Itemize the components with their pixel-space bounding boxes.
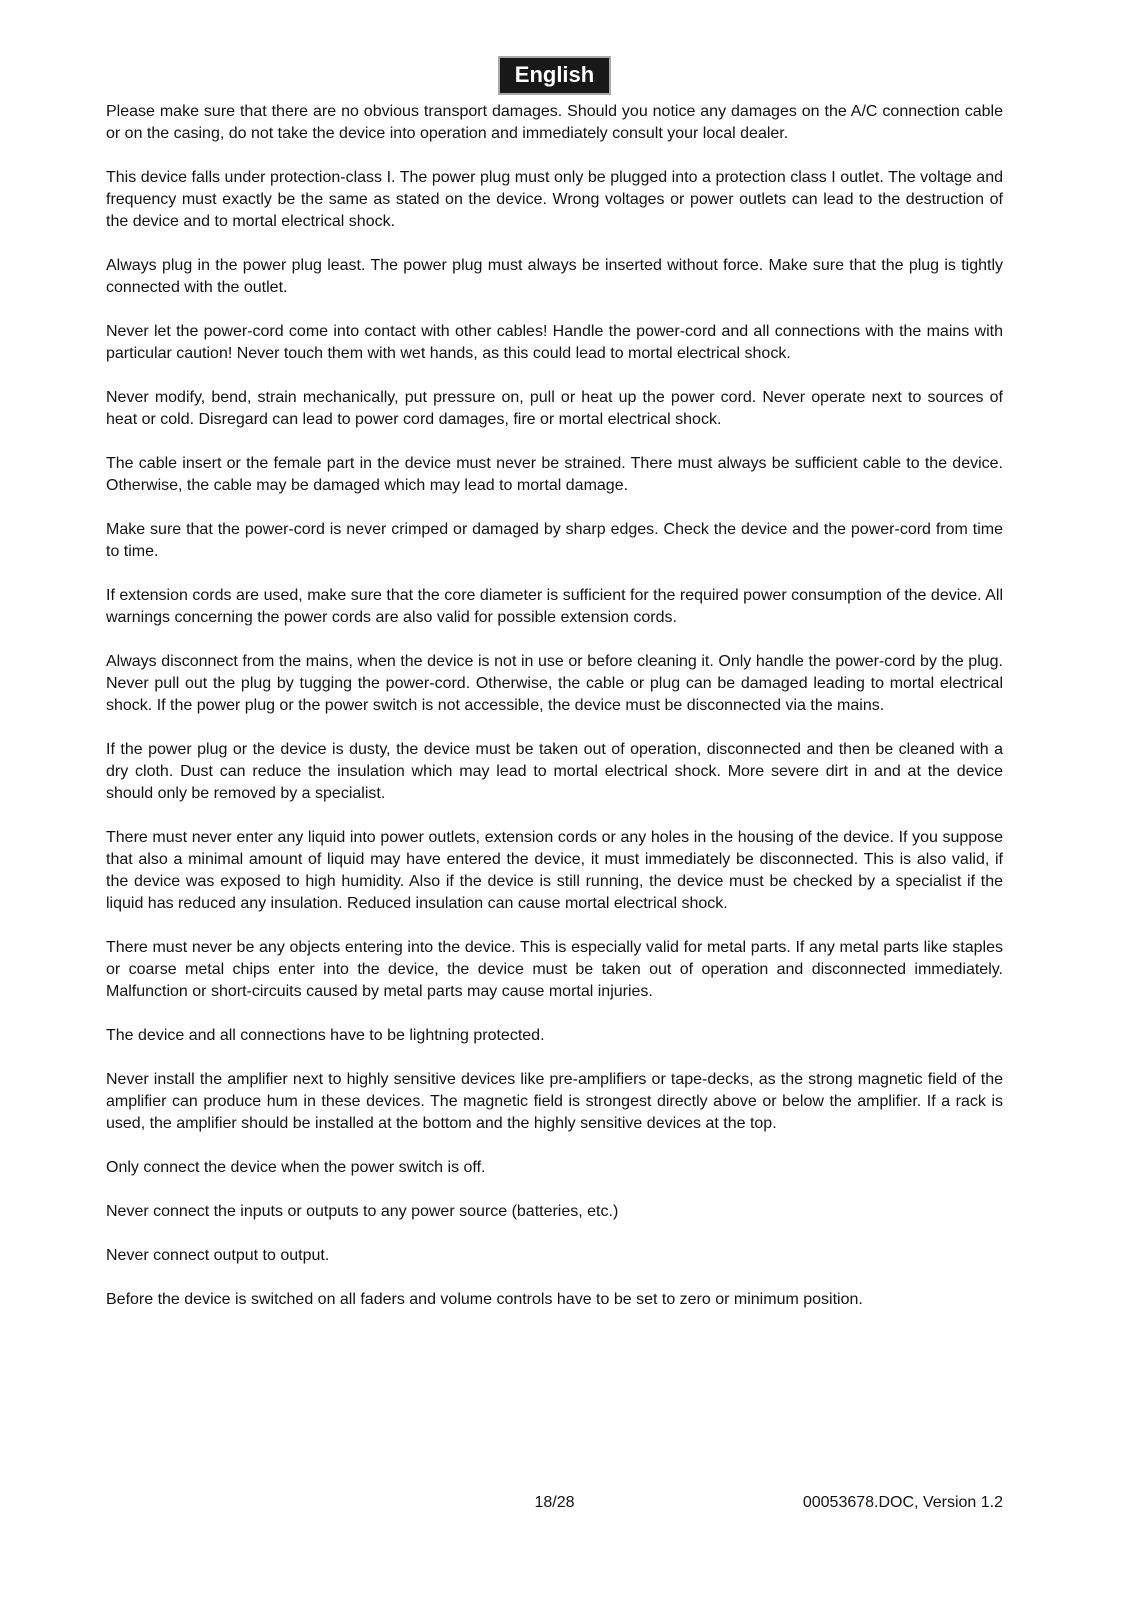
page-number: 18/28 [534, 1494, 575, 1511]
language-badge: English [498, 56, 611, 95]
paragraph-disconnect-mains: Always disconnect from the mains, when the device is not in use or before cleaning it. Only handle the power-cord by the plug. Never pull out the plug by tugging the power-cord. Otherwise, the cable or plug can be damaged leading to mortal electrical shock. If the power plug or the power switch is not accessible, the device must be disconnected via the mains. [106, 653, 1003, 714]
paragraph-power-cord-contact: Never let the power-cord come into contact with other cables! Handle the power-cord and all connections with the mains with particular caution! Never touch them with wet hands, as this could lead to mortal electrical shock. [106, 323, 1003, 362]
paragraph-cable-insert: The cable insert or the female part in the device must never be strained. There must always be sufficient cable to the device. Otherwise, the cable may be damaged which may lead to mortal damage. [106, 455, 1003, 494]
paragraph-dusty-device: If the power plug or the device is dusty, the device must be taken out of operation, disconnected and then be cleaned with a dry cloth. Dust can reduce the insulation which may lead to mortal electrical shock. More severe dirt in and at the device should only be removed by a specialist. [106, 741, 1003, 802]
doc-reference: 00053678.DOC, Version 1.2 [802, 1494, 1003, 1511]
paragraph-extension-cords: If extension cords are used, make sure that the core diameter is sufficient for the required power consumption of the device. All warnings concerning the power cords are also valid for possible extension cords. [106, 587, 1003, 626]
paragraph-transport-damages: Please make sure that there are no obvious transport damages. Should you notice any damages on the A/C connection cable or on the casing, do not take the device into operation and immediately consult your local dealer. [106, 103, 1003, 142]
paragraph-lightning-protection: The device and all connections have to be lightning protected. [106, 1027, 545, 1044]
paragraph-power-switch-off: Only connect the device when the power switch is off. [106, 1159, 486, 1176]
paragraph-amplifier-placement: Never install the amplifier next to highly sensitive devices like pre-amplifiers or tape-decks, as the strong magnetic field of the amplifier can produce hum in these devices. The magnetic field is strongest directly above or below the amplifier. If a rack is used, the amplifier should be installed at the bottom and the highly sensitive devices at the top. [106, 1071, 1003, 1132]
paragraph-faders-zero: Before the device is switched on all faders and volume controls have to be set to zero or minimum position. [106, 1291, 863, 1308]
paragraph-object-entry: There must never be any objects entering into the device. This is especially valid for metal parts. If any metal parts like staples or coarse metal chips enter into the device, the device must be taken out of operation and disconnected immediately. Malfunction or short-circuits caused by metal parts may cause mortal injuries. [106, 939, 1003, 1000]
paragraph-no-power-source: Never connect the inputs or outputs to any power source (batteries, etc.) [106, 1203, 619, 1220]
language-badge-row [106, 56, 1003, 95]
paragraph-plug-in-least: Always plug in the power plug least. The power plug must always be inserted without force. Make sure that the plug is tightly connected with the outlet. [106, 257, 1003, 296]
page-footer [106, 1492, 1003, 1514]
paragraph-crimped-cord: Make sure that the power-cord is never crimped or damaged by sharp edges. Check the device and the power-cord from time to time. [106, 521, 1003, 560]
paragraph-never-modify: Never modify, bend, strain mechanically, put pressure on, pull or heat up the power cord. Never operate next to sources of heat or cold. Disregard can lead to power cord damages, fire or mortal electrical shock. [106, 389, 1003, 428]
document-body [106, 101, 1003, 1333]
paragraph-protection-class: This device falls under protection-class I. The power plug must only be plugged into a protection class I outlet. The voltage and frequency must exactly be the same as stated on the device. Wrong voltages or power outlets can lead to the destruction of the device and to mortal electrical shock. [106, 169, 1003, 230]
paragraph-liquid-entry: There must never enter any liquid into power outlets, extension cords or any holes in the housing of the device. If you suppose that also a minimal amount of liquid may have entered the device, it must immediately be disconnected. This is also valid, if the device was exposed to high humidity. Also if the device is still running, the device must be checked by a specialist if the liquid has reduced any insulation. Reduced insulation can cause mortal electrical shock. [106, 829, 1003, 912]
paragraph-output-to-output: Never connect output to output. [106, 1247, 330, 1264]
